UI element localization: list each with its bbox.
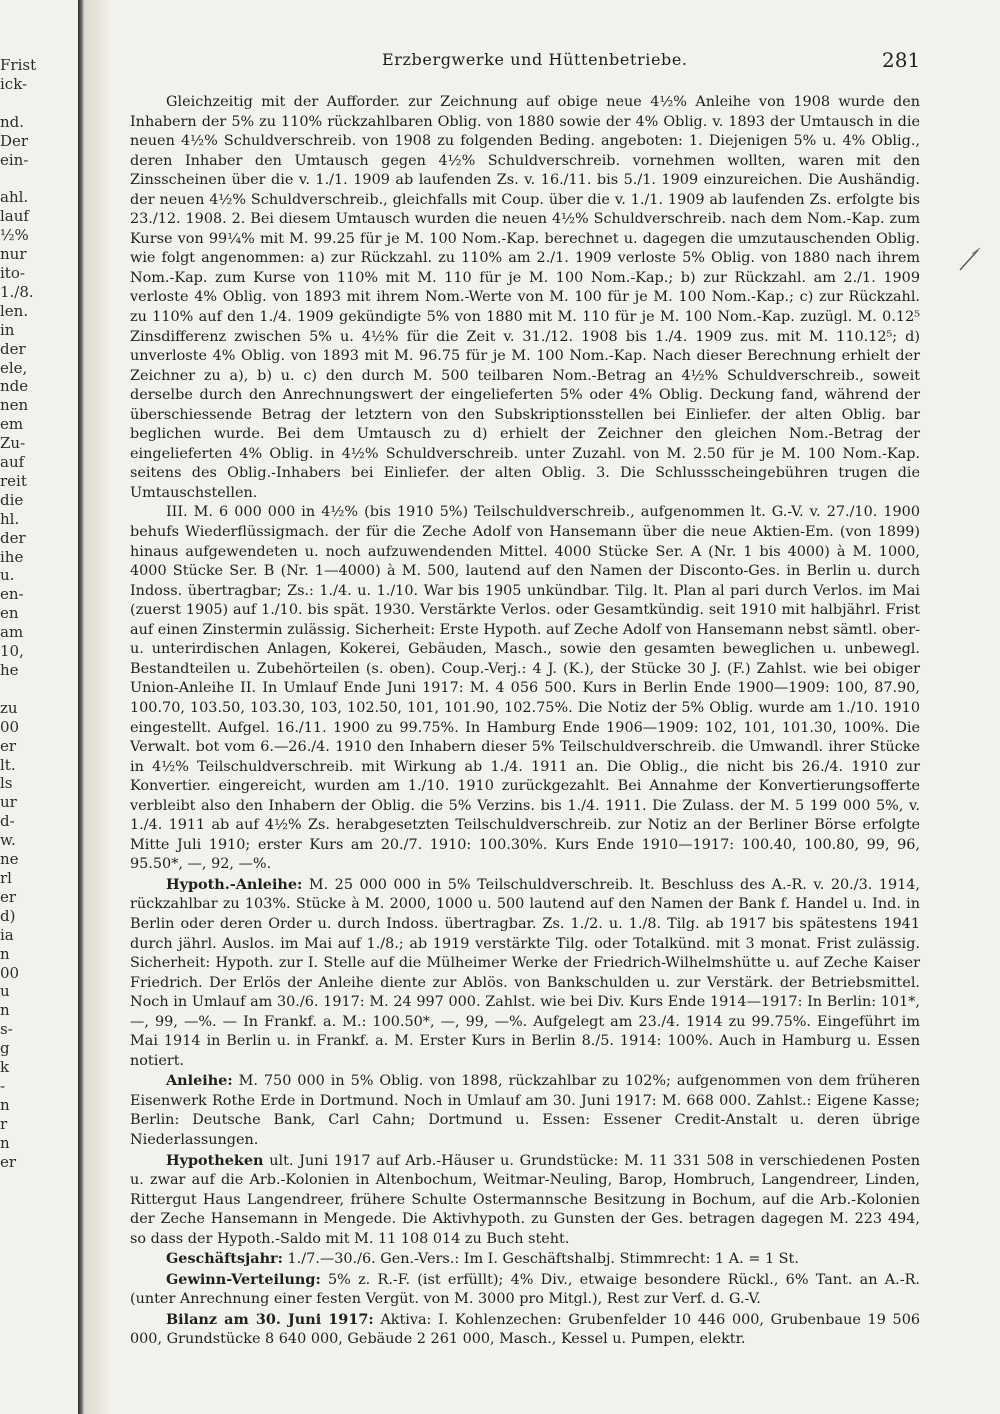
margin-fragment-line: en- <box>0 585 24 604</box>
running-head: Erzbergwerke und Hüttenbetriebe. <box>382 50 688 69</box>
margin-fragment-line: hl. <box>0 509 20 528</box>
margin-fragment-line: ihe <box>0 547 24 566</box>
margin-fragment-line: - <box>0 1076 6 1095</box>
margin-fragment-line: n <box>0 1001 10 1020</box>
facing-page-fragment <box>0 56 78 1209</box>
margin-fragment-line: em <box>0 415 24 434</box>
margin-fragment-line: ia <box>0 925 14 944</box>
margin-fragment-line: u <box>0 982 10 1001</box>
section-lead: Gewinn-Verteilung: <box>166 1270 321 1288</box>
margin-fragment-line: n <box>0 1133 10 1152</box>
margin-fragment-line <box>0 1190 78 1209</box>
margin-fragment-line: w. <box>0 831 16 850</box>
margin-fragment-line: nde <box>0 377 29 396</box>
margin-fragment-line: die <box>0 490 24 509</box>
margin-fragment-line: 00 <box>0 963 20 982</box>
paragraph-body: 5% z. R.-F. (ist erfüllt); 4% Div., etwaige besondere Rückl., 6% Tant. an A.-R. (unter Anrechnung einer festen Vergüt. von M. 3000 pro Mitgl.), Rest zur Verf. d. G.-V. <box>130 1271 920 1308</box>
margin-fragment-line: d- <box>0 812 15 831</box>
margin-fragment-line: ½% <box>0 226 29 245</box>
paragraph-body: III. M. 6 000 000 in 4½% (bis 1910 5%) Teilschuldverschreib., aufgenommen lt. G.-V. v. 27./10. 1900 behufs Wiederflüssigmach. der für die Zeche Adolf von Hansemann über die neue Aktien-Em. (von 1899) hinaus aufgewendeten u. noch aufzuwendenden Mittel. 4000 Stücke Ser. A (Nr. 1 bis 4000) à M. 1000, 4000 Stücke Ser. B (Nr. 1—4000) à M. 500, lautend auf den Namen der Disconto-Ges. in Berlin u. durch Indoss. übertragbar; Zs.: 1./4. u. 1./10. War bis 1905 unkündbar. Tilg. lt. Plan al pari durch Verlos. im Mai (zuerst 1905) auf 1./10. bis spät. 1930. Verstärkte Verlos. oder Gesamtkündig. seit 1910 mit halbjährl. Frist auf einen Zinstermin zulässig. Sicherheit: Erste Hypoth. auf Zeche Adolf von Hansemann nebst sämtl. ober- u. unterirdischen Anlagen, Kokerei, Gebäuden, Masch., sowie den gesamten beweglichen u. unbewegl. Bestandteilen u. Zubehörteilen (s. oben). Coup.-Verj.: 4 J. (K.), der Stücke 30 J. (F.) Zahlst. wie bei obiger Union-Anleihe II. In Umlauf Ende Juni 1917: M. 4 056 500. Kurs in Berlin Ende 1900—1909: 100, 87.90, 100.70, 103.50, 103.30, 103, 102.50, 101, 101.90, 102.75%. Die Notiz der 5% Oblig. wurde am 1./10. 1910 eingestellt. Aufgel. 16./11. 1900 zu 99.75%. In Hamburg Ende 1906—1909: 102, 101, 101.30, 100%. Die Verwalt. bot vom 6.—26./4. 1910 den Inhabern dieser 5% Teilschuldverschreib. die Umwandl. ihrer Stücke in 4½% Teilschuldverschreib. mit Wirkung ab 1./4. 1911 an. Die Oblig., die nicht bis 26./4. 1910 zur Konvertier. eingereicht, wurden am 1./10. 1910 zurückgezahlt. Bei Annahme der Konvertierungsofferte verbleibt also den Inhabern der Oblig. die 5% Verzins. bis 1./4. 1911. Die Zulass. der M. 5 199 000 5%, v. 1./4. 1911 ab auf 4½% Zs. herabgesetzten Teilschuldverschreib. zur Notiz an der Berliner Börse erfolgte Mitte Juli 1910; erster Kurs am 20./7. 1910: 100.30%. Kurs Ende 1910—1917: 100.40, 100.80, 99, 96, 95.50*, —, 92, —%. <box>130 504 920 873</box>
section-lead: Hypotheken <box>166 1151 264 1169</box>
margin-fragment-line: ein- <box>0 150 29 169</box>
margin-fragment-line: en <box>0 604 19 623</box>
paragraph-bilanz <box>130 1310 920 1350</box>
margin-fragment-line: zu <box>0 698 18 717</box>
margin-fragment-line: ur <box>0 793 17 812</box>
margin-fragment-line: s- <box>0 1020 13 1039</box>
margin-fragment-line <box>0 680 78 699</box>
margin-fragment-line: he <box>0 661 19 679</box>
margin-fragment-line: rl <box>0 868 12 887</box>
margin-fragment-line: n <box>0 944 10 963</box>
margin-fragment-line: nur <box>0 245 27 264</box>
paragraph-body: 1./7.—30./6. Gen.-Vers.: Im I. Geschäftshalbj. Stimmrecht: 1 A. = 1 St. <box>282 1251 799 1268</box>
margin-fragment-line: 1./8. <box>0 282 34 301</box>
paragraph-geschaeftsjahr <box>130 1249 920 1270</box>
margin-fragment-line: er <box>0 887 17 906</box>
margin-fragment-line: 10, <box>0 642 24 661</box>
book-gutter-fade <box>84 0 112 1414</box>
page-number: 281 <box>882 48 921 72</box>
section-lead: Bilanz am 30. Juni 1917: <box>166 1310 374 1328</box>
paragraph-body: M. 750 000 in 5% Oblig. von 1898, rückzahlbar zu 102%; aufgenommen von dem früheren Eisenwerk Rothe Erde in Dortmund. Noch in Umlauf am 30. Juni 1917: M. 668 000. Zahlst.: Eigene Kasse; Berlin: Deutsche Bank, Carl Cahn; Dortmund u. Essen: Essener Credit-Anstalt u. deren übrige Niederlassungen. <box>130 1073 920 1148</box>
margin-fragment-line: ls <box>0 774 13 793</box>
paragraph-gewinn-verteilung <box>130 1270 920 1310</box>
margin-fragment-line: Der <box>0 131 29 150</box>
margin-fragment-line: in <box>0 320 15 339</box>
section-lead: Hypoth.-Anleihe: <box>166 875 303 893</box>
paragraph-teilschuldverschreibung <box>130 503 920 874</box>
margin-fragment-line: d) <box>0 906 16 925</box>
section-lead: Anleihe: <box>166 1072 233 1090</box>
paragraph-body: Gleichzeitig mit der Aufforder. zur Zeichnung auf obige neue 4½% Anleihe von 1908 wurde den Inhabern der 5% zu 110% rückzahlbaren Oblig. von 1880 sowie der 4% Oblig. v. 1893 der Umtausch in die neuen 4½% Schuldverschreib. von 1908 zu folgenden Beding. angeboten: 1. Diejenigen 5% u. 4% Oblig., deren Inhaber den Umtausch gegen 4½% Schuldverschreib. vornehmen wollten, waren mit den Zinsscheinen über die v. 1./1. 1909 ab laufenden Zs. v. 16./11. bis 5./1. 1909 einzureichen. Die Aushändig. der neuen 4½% Schuldverschreib., gleichfalls mit Coup. über die v. 1./1. 1909 ab laufenden Zs. erfolgte bis 23./12. 1908. 2. Bei diesem Umtausch wurden die neuen 4½% Schuldverschreib. nach dem Nom.-Kap. zum Kurse von 99¼% mit M. 99.25 für je M. 100 Nom.-Kap. berechnet u. dagegen die umzutauschenden Oblig. wie folgt angenommen: a) zur Rückzahl. zu 110% am 2./1. 1909 verloste 5% Oblig. von 1880 nach ihrem Nom.-Kap. zum Kurse von 110% mit M. 110 für je M. 100 Nom.-Kap.; b) zur Rückzahl. am 2./1. 1909 verloste 4% Oblig. von 1893 mit ihrem Nom.-Werte von M. 100 für je M. 100 Nom.-Kap.; c) zur Rückzahl. zu 110% auf den 1./4. 1909 gekündigte 5% von 1880 mit M. 110 für je M. 100 Nom.-Kap. zuzügl. M. 0.12⁵ Zinsdifferenz zwischen 5% u. 4½% für die Zeit v. 31./12. 1908 bis 1./4. 1909 zus. mit M. 110.12⁵; d) unverloste 4% Oblig. von 1893 mit M. 96.75 für je M. 100 Nom.-Kap. Nach dieser Berechnung erhielt der Zeichner zu a), b) u. c) den durch M. 500 teilbaren Nom.-Betrag an 4½% Schuldverschreib., soweit derselbe durch den Anrechnungswert der eingelieferten 5% oder 4% Oblig. Deckung fand, während der überschiessende Betrag der letztern von den Subskriptionsstellen bei Einliefer. der alten Oblig. bar beglichen wurde. Bei dem Umtausch zu d) erhielt der Zeichner den gleichen Nom.-Betrag der eingelieferten 4% Oblig. in 4½% Schuldverschreib. unter Zuzahl. von M. 2.50 für je M. 100 Nom.-Kap. seitens des Oblig.-Inhabers bei Einliefer. der alten Oblig. 3. Die Schlussscheingebühren trugen die Umtauschstellen. <box>130 94 920 501</box>
paragraph-umtausch <box>130 93 920 503</box>
margin-fragment-line: n <box>0 1095 10 1114</box>
margin-fragment-line: Frist <box>0 56 37 74</box>
margin-fragment-line: r <box>0 1114 8 1133</box>
margin-fragment-line <box>0 1171 78 1190</box>
margin-fragment-line: nen <box>0 396 29 415</box>
margin-fragment-line: lt. <box>0 755 16 774</box>
margin-fragment-line: Zu- <box>0 434 26 453</box>
paragraph-hypoth-anleihe <box>130 875 920 1071</box>
paragraph-body: M. 25 000 000 in 5% Teilschuldverschreib. lt. Beschluss des A.-R. v. 20./3. 1914, rückzahlbar zu 103%. Stücke à M. 2000, 1000 u. 500 lautend auf den Namen der Bank f. Handel u. Ind. in Berlin oder deren Order u. durch Indoss. übertragbar. Zs. 1./2. u. 1./8. Tilg. ab 1917 bis spätestens 1941 durch jährl. Auslos. im Mai auf 1./8.; ab 1919 verstärkte Tilg. oder Totalkünd. mit 3 monat. Frist zulässig. Sicherheit: Hypoth. zur I. Stelle auf die Mülheimer Werke der Friedrich-Wilhelmshütte u. auf Zeche Kaiser Friedrich. Der Erlös der Anleihe diente zur Ablös. von Bankschulden u. zur Verstärk. der Betriebsmittel. Noch in Umlauf am 30./6. 1917: M. 24 997 000. Zahlst. wie bei Div. Kurs Ende 1914—1917: In Berlin: 101*, —, 99, —%. — In Frankf. a. M.: 100.50*, —, 99, —%. Aufgelegt am 23./4. 1914 zu 99.75%. Eingeführt im Mai 1914 in Berlin u. in Frankf. a. M. Erster Kurs in Berlin 8./5. 1914: 100%. Auch in Hamburg u. Essen notiert. <box>130 876 920 1069</box>
margin-fragment-line <box>0 169 78 188</box>
margin-fragment-line <box>0 94 78 113</box>
paragraph-body: ult. Juni 1917 auf Arb.-Häuser u. Grundstücke: M. 11 331 508 in verschiedenen Posten u. zwar auf die Arb.-Kolonien in Altenbochum, Weitmar-Neuling, Barop, Hombruch, Langendreer, Linden, Rittergut Haus Langendreer, frühere Schulte Ostermannsche Besitzung in Bochum, auf die Arb.-Kolonien der Zeche Hansemann in Mengede. Die Aktivhypoth. zu Gunsten der Ges. betragen dagegen M. 223 494, so dass der Hypoth.-Saldo mit M. 11 108 014 zu Buch steht. <box>130 1152 920 1247</box>
paragraph-hypotheken <box>130 1151 920 1250</box>
margin-fragment-line: er <box>0 1152 17 1171</box>
margin-fragment-line: ick- <box>0 74 28 93</box>
section-lead: Geschäftsjahr: <box>166 1250 283 1268</box>
paragraph-anleihe <box>130 1071 920 1150</box>
margin-fragment-line: der <box>0 528 26 547</box>
margin-fragment-line: lauf <box>0 207 29 226</box>
margin-fragment-line: 00 <box>0 717 20 736</box>
margin-fragment-line: ahl. <box>0 188 29 207</box>
margin-fragment-line: ele, <box>0 358 28 377</box>
pencil-mark-icon <box>958 242 998 272</box>
margin-fragment-line: g <box>0 1039 10 1058</box>
margin-fragment-line: reit <box>0 471 27 490</box>
margin-fragment-line: ne <box>0 850 19 869</box>
margin-fragment-line: ito- <box>0 263 25 282</box>
margin-fragment-line: len. <box>0 301 29 320</box>
margin-fragment-line: er <box>0 736 17 755</box>
margin-fragment-line: nd. <box>0 112 25 131</box>
margin-fragment-line: der <box>0 339 26 358</box>
margin-fragment-line: u. <box>0 566 15 585</box>
body-text <box>130 93 920 1350</box>
paragraph-body: Aktiva: I. Kohlenzechen: Grubenfelder 10 446 000, Grubenbaue 19 506 000, Grundstücke 8 640 000, Gebäude 2 261 000, Masch., Kessel u. Pumpen, elektr. <box>130 1311 921 1348</box>
margin-fragment-line: k <box>0 1058 10 1077</box>
margin-fragment-line: am <box>0 623 24 642</box>
margin-fragment-line: auf <box>0 453 25 472</box>
